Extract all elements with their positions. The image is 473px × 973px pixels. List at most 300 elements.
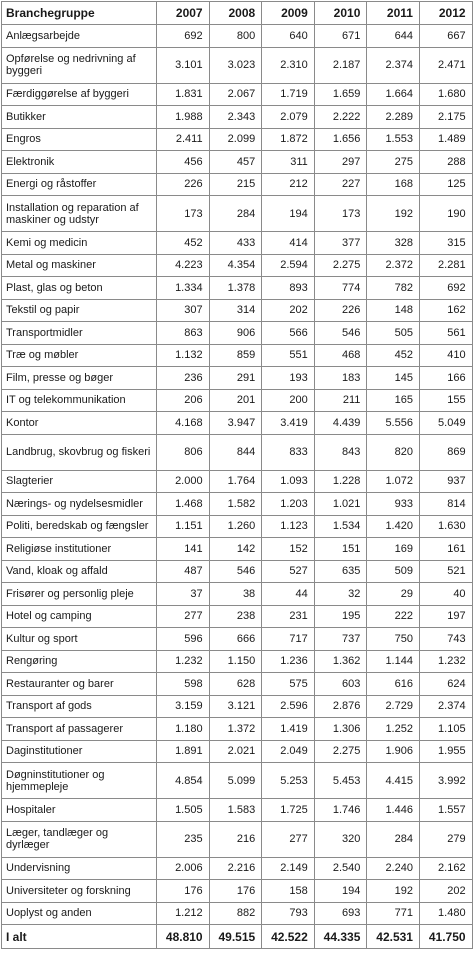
table-cell: 1.144 xyxy=(367,650,420,673)
table-cell: 616 xyxy=(367,673,420,696)
table-cell: 750 xyxy=(367,628,420,651)
table-cell: 1.446 xyxy=(367,799,420,822)
table-cell: 192 xyxy=(367,880,420,903)
table-cell: 3.947 xyxy=(209,412,262,435)
table-cell: 820 xyxy=(367,434,420,470)
table-cell: 236 xyxy=(157,367,210,390)
table-cell: 1.132 xyxy=(157,344,210,367)
table-cell: 2.729 xyxy=(367,695,420,718)
table-cell: 307 xyxy=(157,299,210,322)
table-cell: 3.023 xyxy=(209,47,262,83)
table-cell: 226 xyxy=(157,173,210,196)
row-label: Opførelse og nedrivning af byggeri xyxy=(2,47,157,83)
table-cell: 194 xyxy=(262,196,315,232)
table-cell: 2.240 xyxy=(367,857,420,880)
table-cell: 2.162 xyxy=(419,857,472,880)
table-cell: 457 xyxy=(209,151,262,174)
table-cell: 1.725 xyxy=(262,799,315,822)
table-cell: 193 xyxy=(262,367,315,390)
table-cell: 793 xyxy=(262,902,315,925)
row-label: Film, presse og bøger xyxy=(2,367,157,390)
table-row xyxy=(2,493,473,516)
table-cell: 635 xyxy=(314,560,367,583)
table-cell: 284 xyxy=(367,821,420,857)
table-cell: 893 xyxy=(262,277,315,300)
table-cell: 546 xyxy=(209,560,262,583)
table-cell: 1.955 xyxy=(419,740,472,763)
total-label: I alt xyxy=(2,925,157,949)
table-cell: 859 xyxy=(209,344,262,367)
table-cell: 320 xyxy=(314,821,367,857)
table-cell: 5.453 xyxy=(314,763,367,799)
table-cell: 3.419 xyxy=(262,412,315,435)
table-cell: 1.664 xyxy=(367,83,420,106)
table-cell: 1.746 xyxy=(314,799,367,822)
table-row xyxy=(2,25,473,48)
table-cell: 5.049 xyxy=(419,412,472,435)
table-cell: 2.067 xyxy=(209,83,262,106)
table-cell: 5.556 xyxy=(367,412,420,435)
row-label: Døgninstitutioner og hjemmepleje xyxy=(2,763,157,799)
table-cell: 1.362 xyxy=(314,650,367,673)
table-cell: 2.149 xyxy=(262,857,315,880)
table-cell: 1.093 xyxy=(262,470,315,493)
table-cell: 297 xyxy=(314,151,367,174)
row-label: Engros xyxy=(2,128,157,151)
table-cell: 2.310 xyxy=(262,47,315,83)
table-cell: 152 xyxy=(262,538,315,561)
row-label: Energi og råstoffer xyxy=(2,173,157,196)
table-cell: 1.232 xyxy=(419,650,472,673)
table-cell: 277 xyxy=(157,605,210,628)
table-cell: 452 xyxy=(157,232,210,255)
table-row xyxy=(2,470,473,493)
column-header: 2009 xyxy=(262,2,315,25)
table-cell: 3.121 xyxy=(209,695,262,718)
table-cell: 2.411 xyxy=(157,128,210,151)
table-cell: 192 xyxy=(367,196,420,232)
table-cell: 158 xyxy=(262,880,315,903)
table-cell: 487 xyxy=(157,560,210,583)
table-row xyxy=(2,902,473,925)
table-cell: 5.253 xyxy=(262,763,315,799)
table-cell: 869 xyxy=(419,434,472,470)
table-cell: 4.168 xyxy=(157,412,210,435)
table-cell: 44 xyxy=(262,583,315,606)
table-row xyxy=(2,232,473,255)
table-cell: 509 xyxy=(367,560,420,583)
row-label: Transportmidler xyxy=(2,322,157,345)
table-cell: 4.415 xyxy=(367,763,420,799)
table-cell: 933 xyxy=(367,493,420,516)
table-cell: 288 xyxy=(419,151,472,174)
table-cell: 667 xyxy=(419,25,472,48)
table-cell: 2.000 xyxy=(157,470,210,493)
table-cell: 2.222 xyxy=(314,106,367,129)
table-cell: 3.101 xyxy=(157,47,210,83)
table-cell: 2.594 xyxy=(262,254,315,277)
table-cell: 906 xyxy=(209,322,262,345)
table-cell: 1.872 xyxy=(262,128,315,151)
table-cell: 1.534 xyxy=(314,515,367,538)
table-cell: 1.480 xyxy=(419,902,472,925)
table-cell: 1.582 xyxy=(209,493,262,516)
table-cell: 3.992 xyxy=(419,763,472,799)
table-row xyxy=(2,695,473,718)
table-row xyxy=(2,605,473,628)
row-label: Færdiggørelse af byggeri xyxy=(2,83,157,106)
row-label: Slagterier xyxy=(2,470,157,493)
table-cell: 1.420 xyxy=(367,515,420,538)
table-cell: 692 xyxy=(419,277,472,300)
table-cell: 1.891 xyxy=(157,740,210,763)
table-cell: 1.583 xyxy=(209,799,262,822)
table-cell: 40 xyxy=(419,583,472,606)
table-cell: 1.203 xyxy=(262,493,315,516)
table-cell: 1.105 xyxy=(419,718,472,741)
table-cell: 165 xyxy=(367,389,420,412)
table-cell: 37 xyxy=(157,583,210,606)
table-cell: 227 xyxy=(314,173,367,196)
table-cell: 2.372 xyxy=(367,254,420,277)
table-cell: 1.505 xyxy=(157,799,210,822)
table-cell: 561 xyxy=(419,322,472,345)
table-cell: 771 xyxy=(367,902,420,925)
table-cell: 1.260 xyxy=(209,515,262,538)
table-cell: 277 xyxy=(262,821,315,857)
table-cell: 4.854 xyxy=(157,763,210,799)
table-cell: 743 xyxy=(419,628,472,651)
table-cell: 279 xyxy=(419,821,472,857)
total-row xyxy=(2,925,473,949)
table-cell: 166 xyxy=(419,367,472,390)
table-cell: 328 xyxy=(367,232,420,255)
table-cell: 2.049 xyxy=(262,740,315,763)
table-cell: 814 xyxy=(419,493,472,516)
table-cell: 596 xyxy=(157,628,210,651)
table-cell: 275 xyxy=(367,151,420,174)
total-cell: 42.531 xyxy=(367,925,420,949)
table-cell: 162 xyxy=(419,299,472,322)
table-cell: 2.596 xyxy=(262,695,315,718)
table-cell: 173 xyxy=(314,196,367,232)
table-row xyxy=(2,173,473,196)
column-header: Branchegruppe xyxy=(2,2,157,25)
table-cell: 2.216 xyxy=(209,857,262,880)
table-cell: 29 xyxy=(367,583,420,606)
table-cell: 1.212 xyxy=(157,902,210,925)
row-label: Uoplyst og anden xyxy=(2,902,157,925)
table-cell: 169 xyxy=(367,538,420,561)
table-row xyxy=(2,47,473,83)
table-cell: 1.719 xyxy=(262,83,315,106)
table-cell: 1.659 xyxy=(314,83,367,106)
table-cell: 468 xyxy=(314,344,367,367)
table-cell: 1.764 xyxy=(209,470,262,493)
table-cell: 183 xyxy=(314,367,367,390)
table-cell: 737 xyxy=(314,628,367,651)
table-cell: 1.228 xyxy=(314,470,367,493)
table-cell: 1.252 xyxy=(367,718,420,741)
table-cell: 231 xyxy=(262,605,315,628)
table-cell: 206 xyxy=(157,389,210,412)
row-label: Frisører og personlig pleje xyxy=(2,583,157,606)
total-cell: 42.522 xyxy=(262,925,315,949)
table-cell: 1.906 xyxy=(367,740,420,763)
table-cell: 1.180 xyxy=(157,718,210,741)
table-cell: 1.378 xyxy=(209,277,262,300)
table-cell: 2.289 xyxy=(367,106,420,129)
table-cell: 1.372 xyxy=(209,718,262,741)
table-cell: 202 xyxy=(419,880,472,903)
table-cell: 1.123 xyxy=(262,515,315,538)
table-cell: 2.374 xyxy=(367,47,420,83)
table-cell: 176 xyxy=(209,880,262,903)
table-cell: 32 xyxy=(314,583,367,606)
table-cell: 452 xyxy=(367,344,420,367)
table-cell: 882 xyxy=(209,902,262,925)
table-cell: 211 xyxy=(314,389,367,412)
row-label: Hospitaler xyxy=(2,799,157,822)
table-row xyxy=(2,299,473,322)
row-label: Kultur og sport xyxy=(2,628,157,651)
table-cell: 1.988 xyxy=(157,106,210,129)
table-row xyxy=(2,880,473,903)
table-cell: 38 xyxy=(209,583,262,606)
row-label: Elektronik xyxy=(2,151,157,174)
table-row xyxy=(2,740,473,763)
column-header: 2007 xyxy=(157,2,210,25)
table-cell: 640 xyxy=(262,25,315,48)
table-cell: 168 xyxy=(367,173,420,196)
table-cell: 4.354 xyxy=(209,254,262,277)
table-cell: 4.439 xyxy=(314,412,367,435)
total-cell: 41.750 xyxy=(419,925,472,949)
table-row xyxy=(2,821,473,857)
table-cell: 2.006 xyxy=(157,857,210,880)
table-cell: 197 xyxy=(419,605,472,628)
row-label: Læger, tandlæger og dyrlæger xyxy=(2,821,157,857)
table-cell: 1.306 xyxy=(314,718,367,741)
table-cell: 3.159 xyxy=(157,695,210,718)
table-cell: 624 xyxy=(419,673,472,696)
row-label: Træ og møbler xyxy=(2,344,157,367)
total-cell: 48.810 xyxy=(157,925,210,949)
table-row xyxy=(2,83,473,106)
table-cell: 2.175 xyxy=(419,106,472,129)
table-row xyxy=(2,254,473,277)
table-row xyxy=(2,857,473,880)
table-cell: 148 xyxy=(367,299,420,322)
table-cell: 284 xyxy=(209,196,262,232)
table-cell: 546 xyxy=(314,322,367,345)
table-row xyxy=(2,389,473,412)
table-row xyxy=(2,322,473,345)
row-label: Tekstil og papir xyxy=(2,299,157,322)
column-header: 2008 xyxy=(209,2,262,25)
row-label: Metal og maskiner xyxy=(2,254,157,277)
table-cell: 1.680 xyxy=(419,83,472,106)
table-cell: 1.334 xyxy=(157,277,210,300)
table-cell: 1.419 xyxy=(262,718,315,741)
table-row xyxy=(2,196,473,232)
table-row xyxy=(2,799,473,822)
row-label: Vand, kloak og affald xyxy=(2,560,157,583)
table-row xyxy=(2,628,473,651)
total-cell: 49.515 xyxy=(209,925,262,949)
row-label: Restauranter og barer xyxy=(2,673,157,696)
table-row xyxy=(2,277,473,300)
row-label: Butikker xyxy=(2,106,157,129)
row-label: Installation og reparation af maskiner og udstyr xyxy=(2,196,157,232)
industry-table xyxy=(1,1,473,949)
table-cell: 551 xyxy=(262,344,315,367)
table-cell: 2.079 xyxy=(262,106,315,129)
table-cell: 2.471 xyxy=(419,47,472,83)
table-cell: 863 xyxy=(157,322,210,345)
table-cell: 2.021 xyxy=(209,740,262,763)
table-cell: 937 xyxy=(419,470,472,493)
table-cell: 410 xyxy=(419,344,472,367)
table-cell: 671 xyxy=(314,25,367,48)
table-cell: 4.223 xyxy=(157,254,210,277)
table-cell: 806 xyxy=(157,434,210,470)
table-row xyxy=(2,560,473,583)
table-cell: 190 xyxy=(419,196,472,232)
table-cell: 1.656 xyxy=(314,128,367,151)
row-label: Politi, beredskab og fængsler xyxy=(2,515,157,538)
table-cell: 2.876 xyxy=(314,695,367,718)
table-cell: 1.236 xyxy=(262,650,315,673)
table-cell: 202 xyxy=(262,299,315,322)
table-cell: 226 xyxy=(314,299,367,322)
table-cell: 145 xyxy=(367,367,420,390)
table-cell: 142 xyxy=(209,538,262,561)
table-cell: 5.099 xyxy=(209,763,262,799)
table-cell: 1.232 xyxy=(157,650,210,673)
row-label: Kemi og medicin xyxy=(2,232,157,255)
table-row xyxy=(2,106,473,129)
table-cell: 151 xyxy=(314,538,367,561)
table-cell: 125 xyxy=(419,173,472,196)
table-cell: 2.187 xyxy=(314,47,367,83)
table-cell: 173 xyxy=(157,196,210,232)
column-header: 2010 xyxy=(314,2,367,25)
column-header: 2012 xyxy=(419,2,472,25)
row-label: Undervisning xyxy=(2,857,157,880)
table-cell: 598 xyxy=(157,673,210,696)
table-cell: 1.072 xyxy=(367,470,420,493)
row-label: IT og telekommunikation xyxy=(2,389,157,412)
table-row xyxy=(2,718,473,741)
row-label: Rengøring xyxy=(2,650,157,673)
row-label: Nærings- og nydelsesmidler xyxy=(2,493,157,516)
column-header: 2011 xyxy=(367,2,420,25)
table-cell: 774 xyxy=(314,277,367,300)
table-cell: 215 xyxy=(209,173,262,196)
table-cell: 1.021 xyxy=(314,493,367,516)
table-cell: 644 xyxy=(367,25,420,48)
table-row xyxy=(2,344,473,367)
table-cell: 1.151 xyxy=(157,515,210,538)
table-cell: 2.374 xyxy=(419,695,472,718)
table-cell: 2.275 xyxy=(314,254,367,277)
table-cell: 155 xyxy=(419,389,472,412)
table-row xyxy=(2,151,473,174)
table-cell: 844 xyxy=(209,434,262,470)
table-cell: 200 xyxy=(262,389,315,412)
table-cell: 1.630 xyxy=(419,515,472,538)
table-cell: 238 xyxy=(209,605,262,628)
row-label: Universiteter og forskning xyxy=(2,880,157,903)
table-cell: 1.468 xyxy=(157,493,210,516)
table-cell: 311 xyxy=(262,151,315,174)
table-cell: 527 xyxy=(262,560,315,583)
table-row xyxy=(2,650,473,673)
table-cell: 628 xyxy=(209,673,262,696)
table-cell: 315 xyxy=(419,232,472,255)
table-row xyxy=(2,128,473,151)
table-cell: 603 xyxy=(314,673,367,696)
table-row xyxy=(2,538,473,561)
total-cell: 44.335 xyxy=(314,925,367,949)
table-cell: 717 xyxy=(262,628,315,651)
table-cell: 176 xyxy=(157,880,210,903)
table-cell: 1.553 xyxy=(367,128,420,151)
row-label: Religiøse institutioner xyxy=(2,538,157,561)
table-cell: 666 xyxy=(209,628,262,651)
table-cell: 843 xyxy=(314,434,367,470)
table-cell: 692 xyxy=(157,25,210,48)
table-row xyxy=(2,763,473,799)
table-cell: 833 xyxy=(262,434,315,470)
table-cell: 2.343 xyxy=(209,106,262,129)
table-cell: 1.557 xyxy=(419,799,472,822)
table-cell: 2.099 xyxy=(209,128,262,151)
table-row xyxy=(2,673,473,696)
row-label: Anlægsarbejde xyxy=(2,25,157,48)
table-cell: 505 xyxy=(367,322,420,345)
table-cell: 693 xyxy=(314,902,367,925)
table-row xyxy=(2,412,473,435)
table-cell: 216 xyxy=(209,821,262,857)
table-cell: 521 xyxy=(419,560,472,583)
row-label: Kontor xyxy=(2,412,157,435)
table-cell: 201 xyxy=(209,389,262,412)
table-row xyxy=(2,367,473,390)
table-cell: 222 xyxy=(367,605,420,628)
table-cell: 2.540 xyxy=(314,857,367,880)
table-cell: 235 xyxy=(157,821,210,857)
table-cell: 212 xyxy=(262,173,315,196)
table-cell: 1.489 xyxy=(419,128,472,151)
table-cell: 433 xyxy=(209,232,262,255)
row-label: Hotel og camping xyxy=(2,605,157,628)
row-label: Transport af passagerer xyxy=(2,718,157,741)
table-cell: 161 xyxy=(419,538,472,561)
table-cell: 782 xyxy=(367,277,420,300)
table-cell: 195 xyxy=(314,605,367,628)
row-label: Daginstitutioner xyxy=(2,740,157,763)
table-cell: 291 xyxy=(209,367,262,390)
header-row xyxy=(2,2,473,25)
table-cell: 1.150 xyxy=(209,650,262,673)
row-label: Landbrug, skovbrug og fiskeri xyxy=(2,434,157,470)
table-cell: 194 xyxy=(314,880,367,903)
table-cell: 377 xyxy=(314,232,367,255)
table-cell: 414 xyxy=(262,232,315,255)
table-cell: 575 xyxy=(262,673,315,696)
